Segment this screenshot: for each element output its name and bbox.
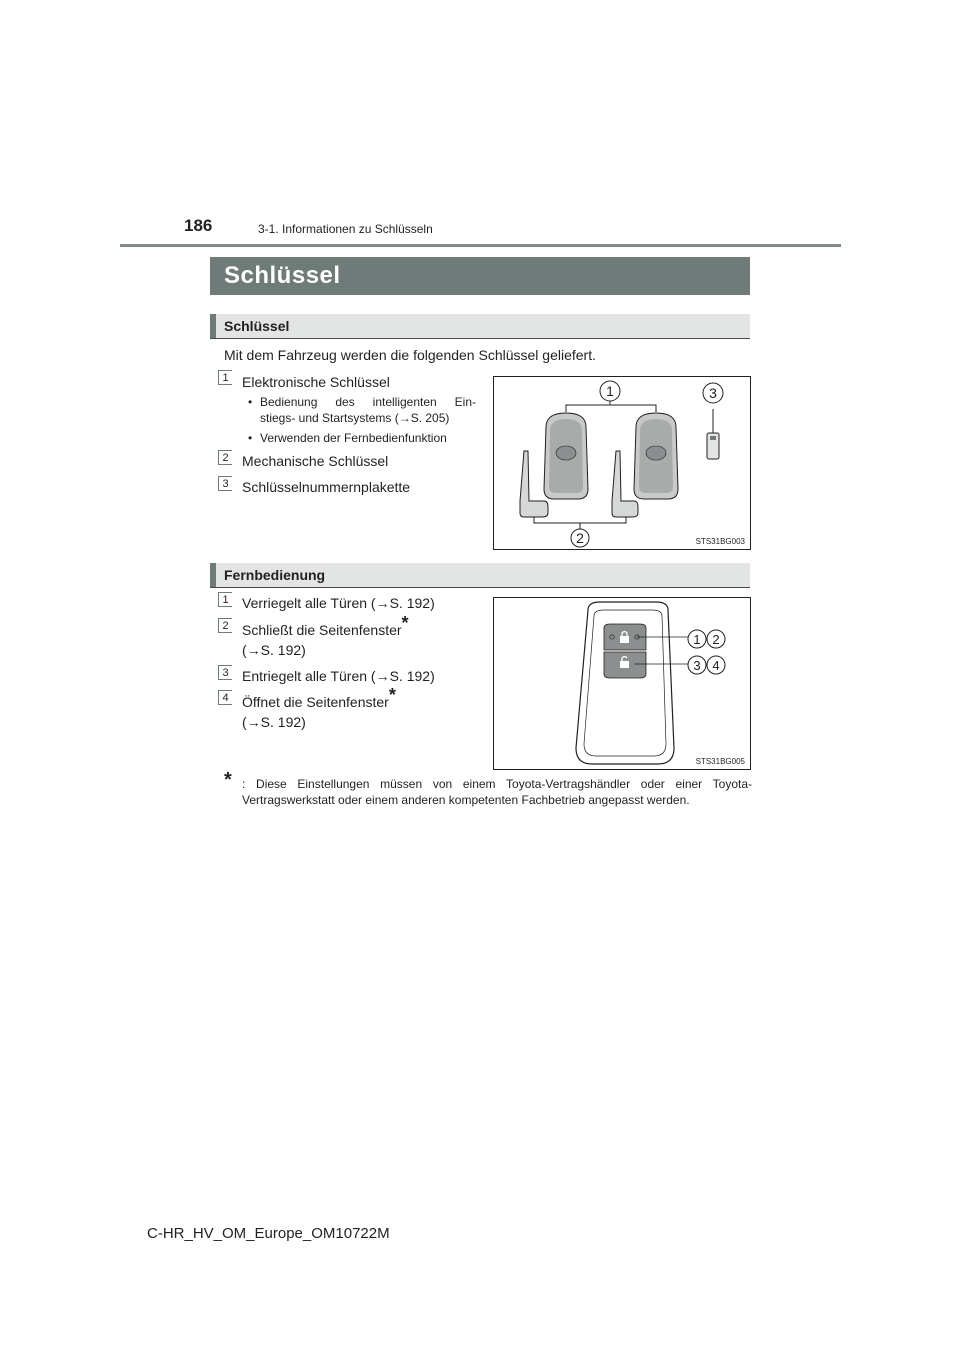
- callout-3: 3: [693, 658, 701, 673]
- item-mechanical-keys: Mechanische Schlüssel: [242, 453, 389, 469]
- item-close-windows-ref: (→S. 192): [242, 642, 306, 658]
- title-bar: [210, 257, 750, 295]
- bullet-line: stiegs- und Startsystems (→S. 205): [260, 411, 450, 425]
- item-electronic-keys: Elektronische Schlüssel: [242, 374, 390, 390]
- number-marker-2: 2: [218, 618, 232, 633]
- number-marker-2: 2: [218, 450, 232, 465]
- number-marker-3: 3: [218, 665, 232, 680]
- intro-text: Mit dem Fahrzeug werden die folgenden Schlüssel geliefert.: [224, 347, 596, 363]
- page-number: 186: [184, 216, 213, 235]
- subheading-bar: [210, 563, 216, 587]
- footnote-text: : Diese Einstellungen müssen von einem Toyota-Vertragshändler oder einer Toyota-Vertragswerkstatt oder einem anderen kompetenten Fachbetrieb angepasst werden.: [242, 777, 752, 807]
- callout-2: 2: [712, 632, 720, 647]
- keys-illustration: [494, 377, 750, 549]
- figure-keys: [493, 376, 751, 550]
- asterisk: *: [388, 685, 396, 705]
- callout-2: 2: [576, 530, 584, 546]
- bullet-dot: •: [248, 395, 253, 409]
- number-marker-4: 4: [218, 690, 232, 705]
- footnote: [224, 769, 752, 808]
- callout-4: 4: [712, 658, 720, 673]
- item-open-windows: [242, 685, 396, 711]
- page-title: Schlüssel: [224, 262, 341, 289]
- header-divider: [120, 244, 841, 247]
- bullet-dot: •: [248, 431, 253, 445]
- item-open-windows-ref: (→S. 192): [242, 714, 306, 730]
- subheading-bar: [210, 314, 216, 338]
- remote-illustration: [494, 598, 750, 769]
- figure-code: STS31BG003: [695, 537, 745, 546]
- callout-1: 1: [606, 383, 614, 399]
- figure-remote: [493, 597, 751, 770]
- subheading-remote: [210, 563, 750, 588]
- item-close-windows-label: Schließt die Seitenfenster: [242, 622, 402, 638]
- number-marker-1: 1: [218, 370, 232, 385]
- bullet-line: Bedienung des intelligenten Ein-: [260, 395, 476, 409]
- bullet-item: [248, 430, 447, 446]
- subheading-keys-text: Schlüssel: [224, 318, 290, 334]
- subheading-remote-text: Fernbedienung: [224, 567, 326, 583]
- item-open-windows-label: Öffnet die Seitenfenster: [242, 694, 389, 710]
- callout-1: 1: [693, 632, 701, 647]
- figure-code: STS31BG005: [695, 757, 745, 766]
- footnote-asterisk: *: [224, 769, 232, 791]
- subheading-keys: [210, 314, 750, 339]
- section-header: 3-1. Informationen zu Schlüsseln: [258, 222, 433, 236]
- number-marker-3: 3: [218, 476, 232, 491]
- bullet-line: Verwenden der Fernbedienfunktion: [260, 431, 447, 445]
- item-key-number-plate: Schlüsselnummernplakette: [242, 479, 411, 495]
- item-close-windows: [242, 613, 409, 639]
- item-unlock-doors: Entriegelt alle Türen (→S. 192): [242, 668, 435, 684]
- footer-doc-id: C-HR_HV_OM_Europe_OM10722M: [147, 1225, 390, 1242]
- number-marker-1: 1: [218, 592, 232, 607]
- bullet-item: [248, 394, 476, 426]
- callout-3: 3: [709, 385, 717, 401]
- item-lock-doors: Verriegelt alle Türen (→S. 192): [242, 595, 435, 611]
- asterisk: *: [401, 613, 409, 633]
